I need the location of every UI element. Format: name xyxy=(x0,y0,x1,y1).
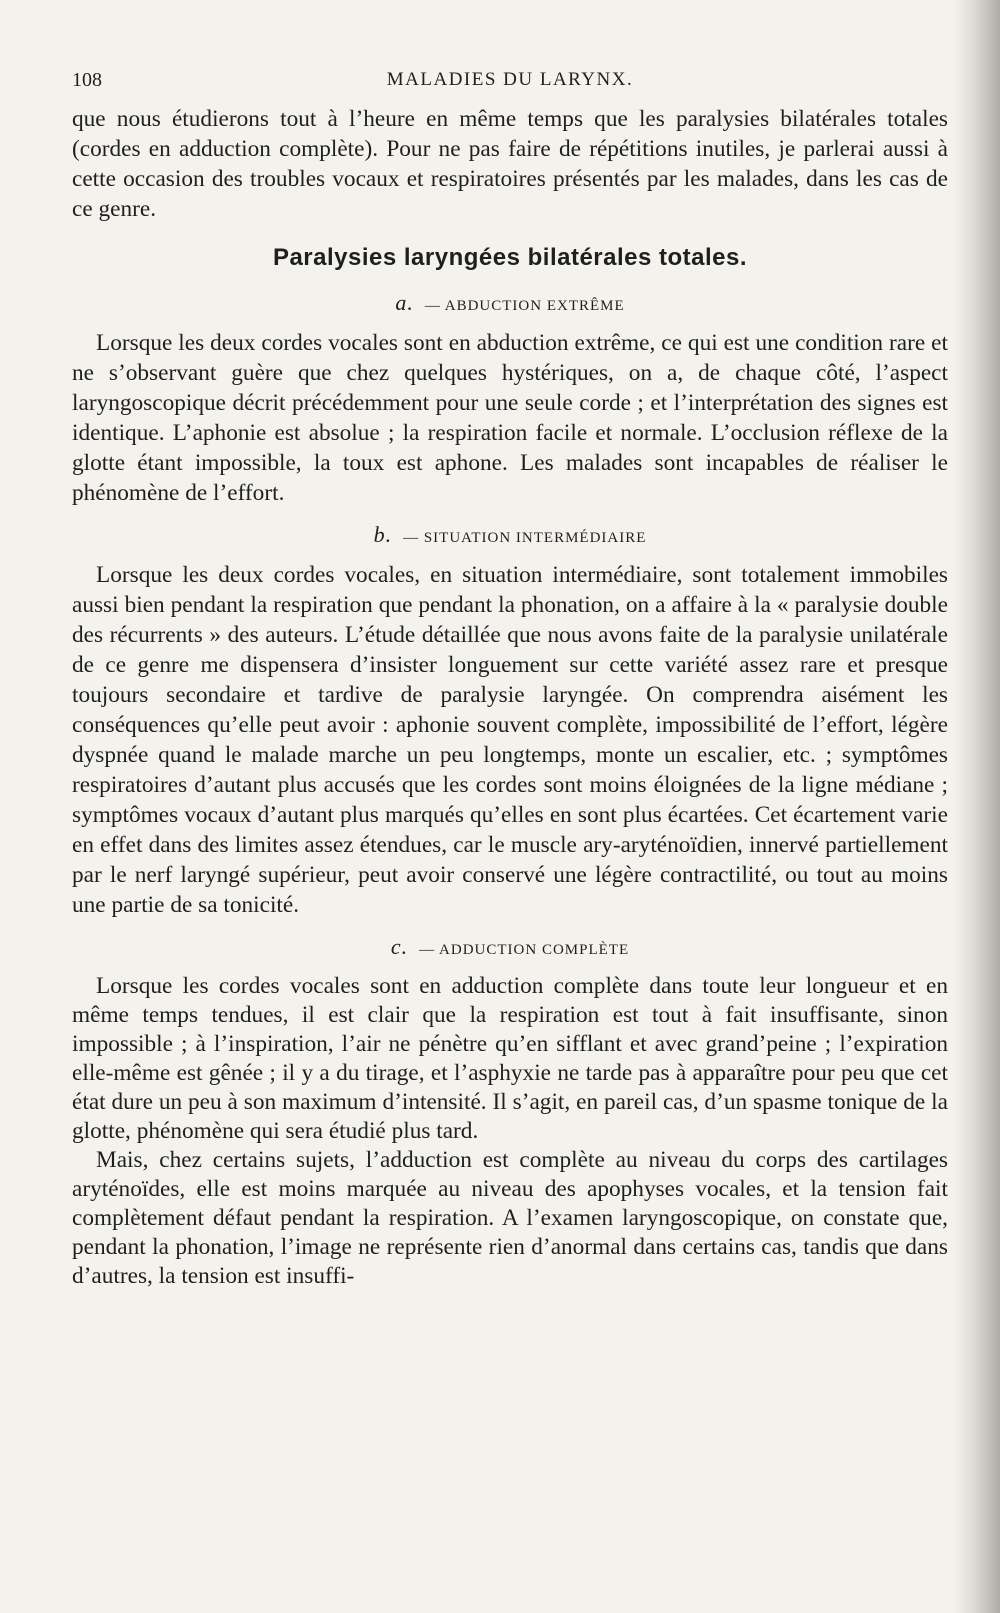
subsection-heading-c xyxy=(72,934,948,960)
subsection-letter: a. xyxy=(395,290,414,315)
subsection-heading-b xyxy=(72,522,948,548)
subsection-heading-a xyxy=(72,290,948,316)
section-title: Paralysies laryngées bilatérales totales. xyxy=(272,244,748,271)
running-head xyxy=(72,62,948,98)
subsection-label: — ABDUCTION EXTRÊME xyxy=(424,298,625,314)
paragraph-situation-intermediaire: Lorsque les deux cordes vocales, en situation intermédiaire, sont totalement immobiles aussi bien pendant la respiration que pendant la phonation, on a affaire à la « paralysie double des récurrents » des auteurs. L’étude détaillée que nous avons faite de la paralysie unilatérale de ce genre me dispensera d’insister longuement sur cette variété assez rare et presque toujours secondaire et tardive de paralysie laryngée. On comprendra aisément les conséquences qu’elle peut avoir : aphonie souvent complète, impossibilité de l’effort, légère dyspnée quand le malade marche un peu longtemps, monte un escalier, etc. ; symptômes respiratoires d’autant plus accusés que les cordes sont moins éloignées de la ligne médiane ; symptômes vocaux d’autant plus marqués qu’elles en sont plus écartées. Cet écartement varie en effet dans des limites assez étendues, car le muscle ary-aryténoïdien, innervé partiellement par le nerf laryngé supérieur, peut avoir conservé une légère contractilité, ou tout au moins une partie de sa tonicité. xyxy=(72,562,948,918)
paragraph-adduction-complete-1: Lorsque les cordes vocales sont en adduction complète dans toute leur longueur et en même temps tendues, il est clair que la respiration est tout à fait insuffisante, sinon impossible ; à l’inspiration, l’air ne pénètre qu’en sifflant et avec grand’peine ; l’expiration elle-même est gênée ; il y a du tirage, et l’asphyxie ne tarde pas à apparaître pour peu que cet état dure un peu à son maximum d’intensité. Il s’agit, en pareil cas, d’un spasme tonique de la glotte, phénomène qui sera étudié plus tard. xyxy=(72,973,948,1144)
page-content xyxy=(72,62,948,1291)
subsection-label: — SITUATION INTERMÉDIAIRE xyxy=(403,530,647,546)
intro-paragraph: que nous étudierons tout à l’heure en même temps que les paralysies bilatérales totales (cordes en adduction complète). Pour ne pas faire de répétitions inutiles, je parlerai aussi à cette occasion des troubles vocaux et respiratoires présentés par les malades, dans les cas de ce genre. xyxy=(72,106,948,222)
running-title: MALADIES DU LARYNX. xyxy=(386,69,634,90)
page-edge-shadow xyxy=(954,0,1000,1613)
subsection-letter: b. xyxy=(373,522,393,547)
paragraph-abduction-extreme: Lorsque les deux cordes vocales sont en abduction extrême, ce qui est une condition rare et ne s’observant guère que chez quelques hystériques, on a, de chaque côté, l’aspect laryngoscopique décrit précédemment pour une seule corde ; et l’interprétation des signes est identique. L’aphonie est absolue ; la respiration facile et normale. L’occlusion réflexe de la glotte étant impossible, la toux est aphone. Les malades sont incapables de réaliser le phénomène de l’effort. xyxy=(72,330,948,506)
subsection-letter: c. xyxy=(390,934,409,959)
subsection-label: — ADDUCTION COMPLÈTE xyxy=(419,942,630,958)
page-number: 108 xyxy=(72,69,102,91)
paragraph-adduction-complete-2: Mais, chez certains sujets, l’adduction est complète au niveau du corps des cartilages aryténoïdes, elle est moins marquée au niveau des apophyses vocales, et la tension fait complètement défaut pendant la respiration. A l’examen laryngoscopique, on constate que, pendant la phonation, l’image ne représente rien d’anormal dans certains cas, tandis que dans d’autres, la tension est insuffi- xyxy=(72,1147,948,1289)
